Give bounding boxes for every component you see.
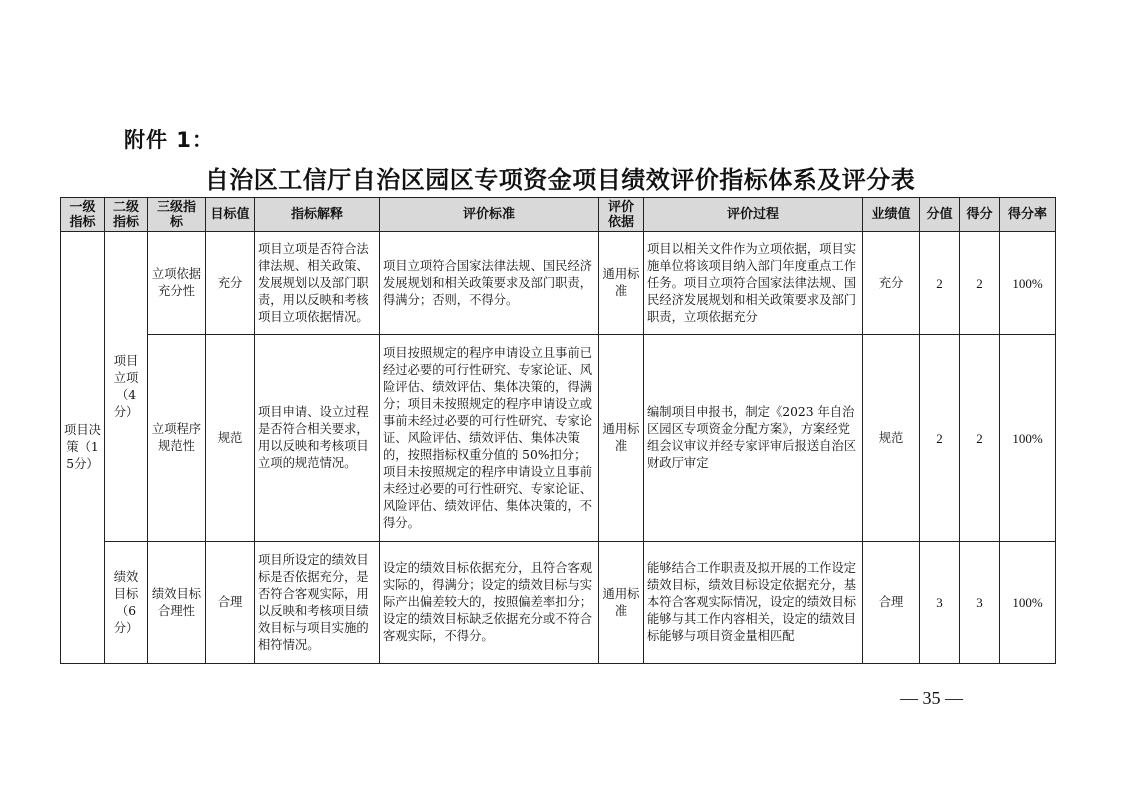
- performance-cell: 合理: [863, 542, 920, 664]
- criteria-cell: 项目立项符合国家法律法规、国民经济发展规划和相关政策要求及部门职责，得满分；否则，不得分。: [380, 232, 599, 335]
- process-cell: 项目以相关文件作为立项依据，项目实施单位将该项目纳入部门年度重点工作任务。项目立项符合国家法律法规、国民经济发展规划和相关政策要求及部门职责，立项依据充分: [644, 232, 863, 335]
- header-cell: 评价依据: [599, 198, 644, 232]
- level3-cell: 立项依据充分性: [148, 232, 206, 335]
- page-number: — 35 —: [900, 688, 963, 708]
- score-cell: 2: [960, 232, 1000, 335]
- header-cell: 目标值: [206, 198, 255, 232]
- header-cell: 业绩值: [863, 198, 920, 232]
- target-cell: 合理: [206, 542, 255, 664]
- explanation-cell: 项目申请、设立过程是否符合相关要求，用以反映和考核项目立项的规范情况。: [255, 335, 380, 542]
- process-cell: 能够结合工作职责及拟开展的工作设定绩效目标，绩效目标设定依据充分，基本符合客观实际情况，设定的绩效目标能够与其工作内容相关，设定的绩效目标能够与项目资金量相匹配: [644, 542, 863, 664]
- attachment-label: 附件 1：: [124, 128, 214, 152]
- rate-cell: 100%: [1000, 232, 1056, 335]
- target-cell: 充分: [206, 232, 255, 335]
- explanation-cell: 项目立项是否符合法律法规、相关政策、发展规划以及部门职责，用以反映和考核项目立项依据情况。: [255, 232, 380, 335]
- level3-cell: 立项程序规范性: [148, 335, 206, 542]
- evaluation-table: [60, 197, 1056, 664]
- header-cell: 得分: [960, 198, 1000, 232]
- level3-cell: 绩效目标合理性: [148, 542, 206, 664]
- level1-cell: 项目决策（15分）: [61, 232, 105, 664]
- rate-cell: 100%: [1000, 335, 1056, 542]
- score-value-cell: 2: [920, 335, 960, 542]
- basis-cell: 通用标准: [599, 335, 644, 542]
- explanation-cell: 项目所设定的绩效目标是否依据充分，是否符合客观实际，用以反映和考核项目绩效目标与项目实施的相符情况。: [255, 542, 380, 664]
- header-cell: 指标解释: [255, 198, 380, 232]
- score-value-cell: 2: [920, 232, 960, 335]
- criteria-cell: 项目按照规定的程序申请设立且事前已经过必要的可行性研究、专家论证、风险评估、绩效评估、集体决策的，得满分；项目未按照规定的程序申请设立或事前未经过必要的可行性研究、专家论证、风险评估、绩效评估、集体决策的，按照指标权重分值的 50%扣分；项目未按照规定的程序申请设立且事前未经过必要的可行性研究、专家论证、风险评估、绩效评估、集体决策的，不得分。: [380, 335, 599, 542]
- level2-cell: 绩效目标（6分）: [105, 542, 148, 664]
- table-row: [61, 232, 1056, 335]
- basis-cell: 通用标准: [599, 542, 644, 664]
- header-row: [61, 198, 1056, 232]
- score-cell: 2: [960, 335, 1000, 542]
- header-cell: 得分率: [1000, 198, 1056, 232]
- header-cell: 评价标准: [380, 198, 599, 232]
- basis-cell: 通用标准: [599, 232, 644, 335]
- level2-cell: 项目立项（4分）: [105, 232, 148, 542]
- performance-cell: 充分: [863, 232, 920, 335]
- header-cell: 分值: [920, 198, 960, 232]
- criteria-cell: 设定的绩效目标依据充分，且符合客观实际的，得满分；设定的绩效目标与实际产出偏差较大的，按照偏差率扣分；设定的绩效目标缺乏依据充分或不符合客观实际，不得分。: [380, 542, 599, 664]
- performance-cell: 规范: [863, 335, 920, 542]
- header-cell: 一级指标: [61, 198, 105, 232]
- table-row: [61, 335, 1056, 542]
- score-cell: 3: [960, 542, 1000, 664]
- target-cell: 规范: [206, 335, 255, 542]
- header-cell: 二级指标: [105, 198, 148, 232]
- header-cell: 三级指标: [148, 198, 206, 232]
- process-cell: 编制项目申报书，制定《2023 年自治区园区专项资金分配方案》，方案经党组会议审议并经专家评审后报送自治区财政厅审定: [644, 335, 863, 542]
- table-row: [61, 542, 1056, 664]
- page-title: 自治区工信厅自治区园区专项资金项目绩效评价指标体系及评分表: [204, 165, 916, 194]
- score-value-cell: 3: [920, 542, 960, 664]
- header-cell: 评价过程: [644, 198, 863, 232]
- rate-cell: 100%: [1000, 542, 1056, 664]
